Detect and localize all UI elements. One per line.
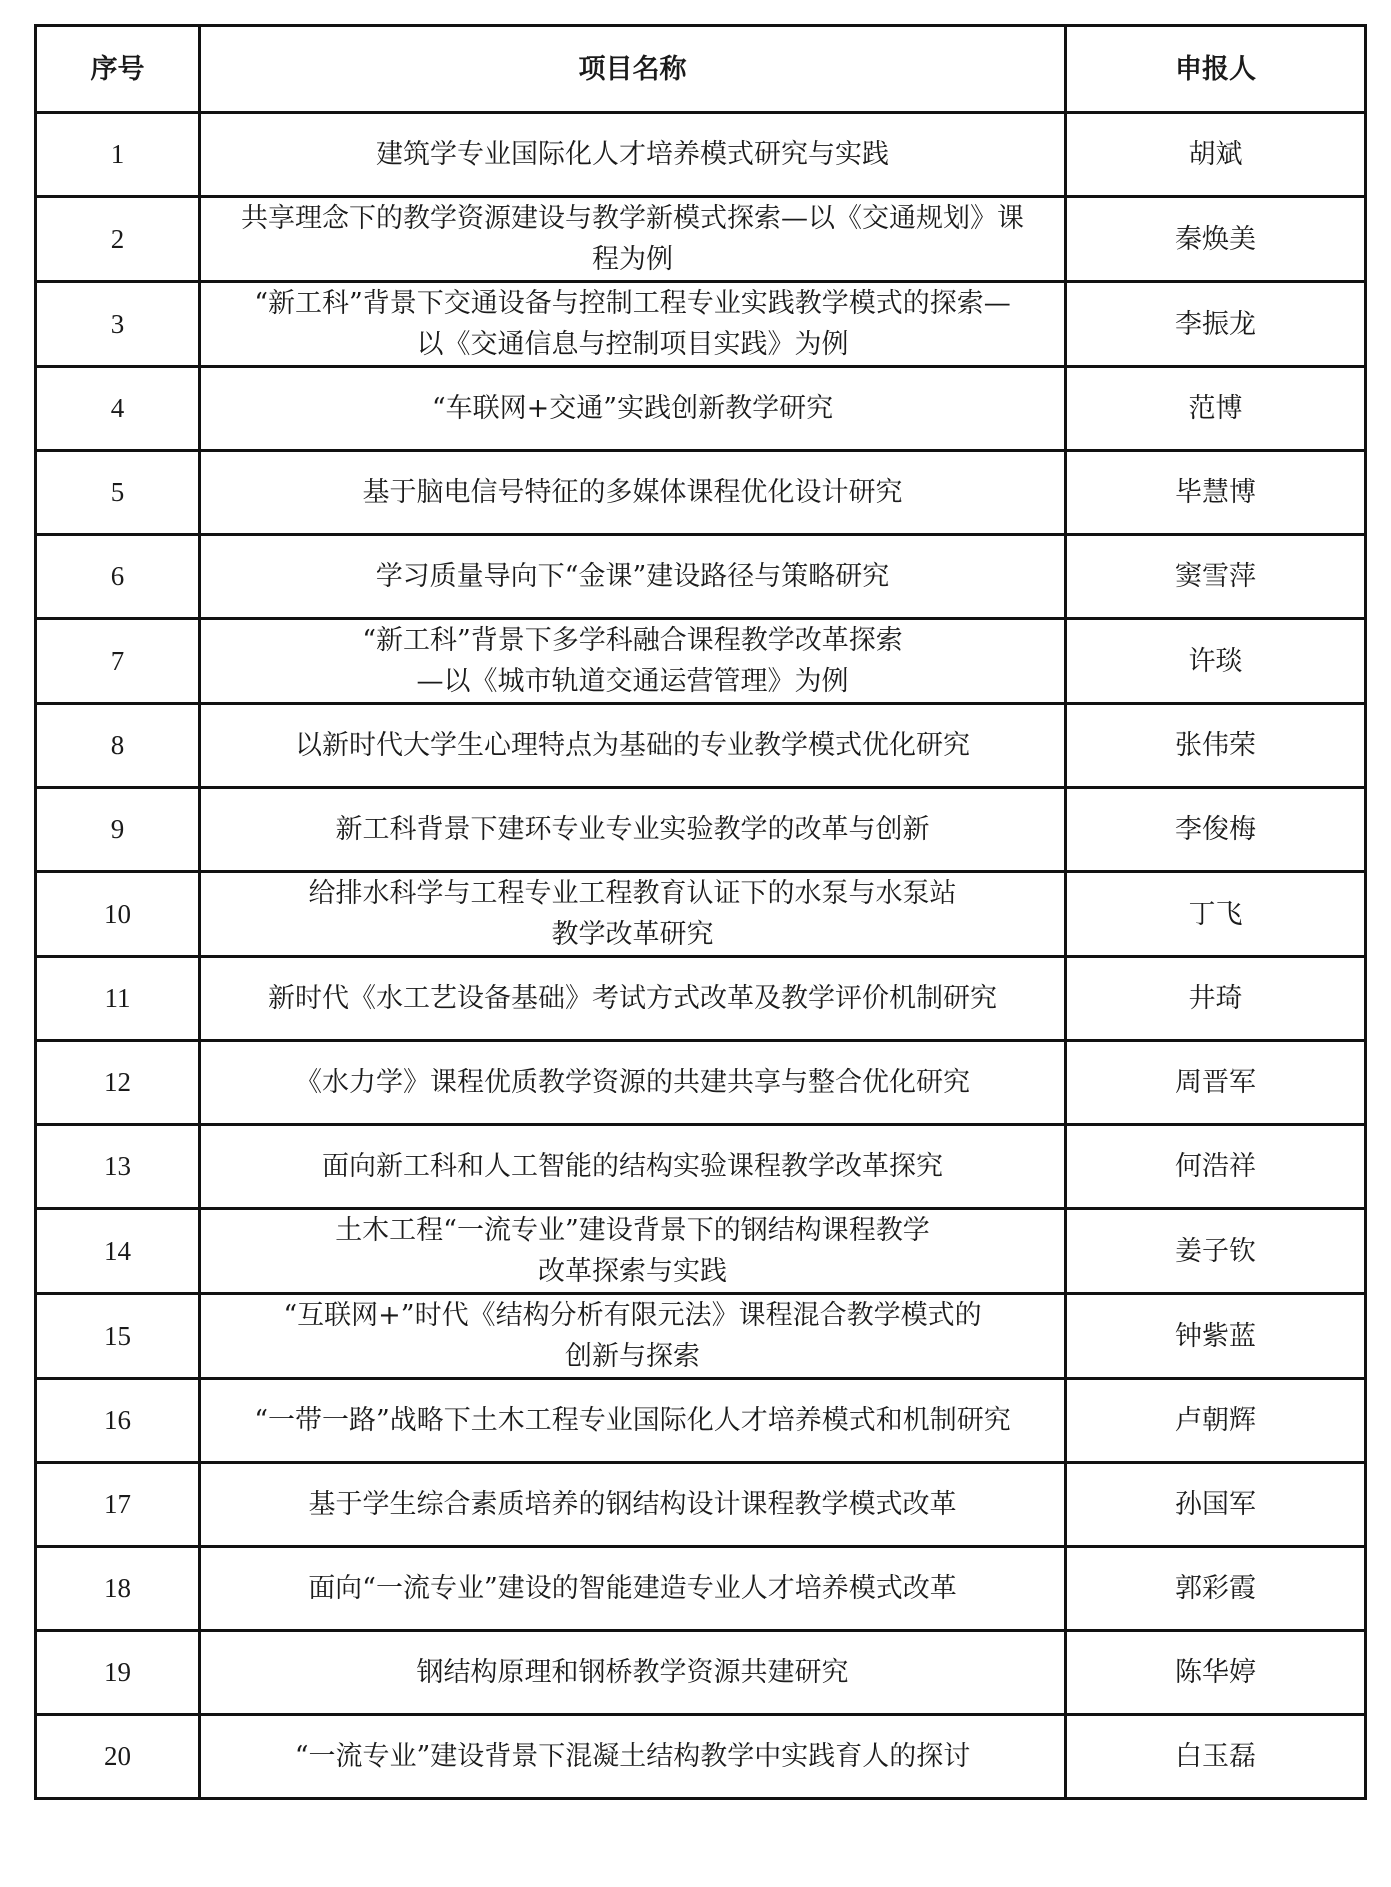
applicant-cell: 何浩祥 bbox=[1066, 1125, 1366, 1209]
applicant-cell: 卢朝辉 bbox=[1066, 1379, 1366, 1463]
project-name-cell bbox=[200, 1294, 1066, 1379]
project-name-cell bbox=[200, 1547, 1066, 1631]
project-name-line: 以《交通信息与控制项目实践》为例 bbox=[416, 329, 849, 360]
applicant-cell: 胡斌 bbox=[1066, 113, 1366, 197]
row-index-cell: 1 bbox=[36, 113, 200, 197]
project-name-line: 《水力学》课程优质教学资源的共建共享与整合优化研究 bbox=[295, 1067, 970, 1098]
applicant-cell: 张伟荣 bbox=[1066, 704, 1366, 788]
table-header-row bbox=[36, 26, 1366, 113]
applicant-cell: 白玉磊 bbox=[1066, 1715, 1366, 1799]
table-row bbox=[36, 113, 1366, 197]
project-name-line: 建筑学专业国际化人才培养模式研究与实践 bbox=[376, 139, 889, 170]
row-index-cell: 16 bbox=[36, 1379, 200, 1463]
header-applicant: 申报人 bbox=[1066, 26, 1366, 113]
applicant-cell: 郭彩霞 bbox=[1066, 1547, 1366, 1631]
row-index-cell: 20 bbox=[36, 1715, 200, 1799]
table-row bbox=[36, 1041, 1366, 1125]
applicant-cell: 孙国军 bbox=[1066, 1463, 1366, 1547]
applicant-cell: 许琰 bbox=[1066, 619, 1366, 704]
table-body bbox=[36, 113, 1366, 1799]
row-index-cell: 11 bbox=[36, 957, 200, 1041]
project-name-line: “一流专业”建设背景下混凝土结构教学中实践育人的探讨 bbox=[294, 1741, 971, 1772]
project-name-cell bbox=[200, 1209, 1066, 1294]
project-name-line: “车联网+交通”实践创新教学研究 bbox=[431, 393, 834, 424]
project-table bbox=[34, 24, 1367, 1800]
project-name-line: 新工科背景下建环专业专业实验教学的改革与创新 bbox=[335, 814, 930, 845]
project-name-line: “新工科”背景下交通设备与控制工程专业实践教学模式的探索— bbox=[254, 288, 1011, 319]
row-index-cell: 17 bbox=[36, 1463, 200, 1547]
table-row bbox=[36, 1209, 1366, 1294]
row-index-cell: 2 bbox=[36, 197, 200, 282]
table-row bbox=[36, 282, 1366, 367]
row-index-cell: 19 bbox=[36, 1631, 200, 1715]
project-name-cell bbox=[200, 619, 1066, 704]
project-table-container bbox=[34, 24, 1364, 1800]
project-name-cell bbox=[200, 113, 1066, 197]
table-row bbox=[36, 704, 1366, 788]
applicant-cell: 陈华婷 bbox=[1066, 1631, 1366, 1715]
project-name-line: 以新时代大学生心理特点为基础的专业教学模式优化研究 bbox=[295, 730, 970, 761]
table-row bbox=[36, 1125, 1366, 1209]
project-name-line: 基于学生综合素质培养的钢结构设计课程教学模式改革 bbox=[308, 1489, 957, 1520]
applicant-cell: 李俊梅 bbox=[1066, 788, 1366, 872]
table-row bbox=[36, 1715, 1366, 1799]
project-name-cell bbox=[200, 704, 1066, 788]
table-row bbox=[36, 1379, 1366, 1463]
header-index: 序号 bbox=[36, 26, 200, 113]
project-name-line: —以《城市轨道交通运营管理》为例 bbox=[416, 666, 849, 697]
applicant-cell: 丁飞 bbox=[1066, 872, 1366, 957]
applicant-cell: 姜子钦 bbox=[1066, 1209, 1366, 1294]
table-row bbox=[36, 788, 1366, 872]
table-row bbox=[36, 1631, 1366, 1715]
project-name-cell bbox=[200, 1715, 1066, 1799]
project-name-cell bbox=[200, 788, 1066, 872]
row-index-cell: 13 bbox=[36, 1125, 200, 1209]
row-index-cell: 5 bbox=[36, 451, 200, 535]
row-index-cell: 7 bbox=[36, 619, 200, 704]
project-name-cell bbox=[200, 1125, 1066, 1209]
row-index-cell: 10 bbox=[36, 872, 200, 957]
applicant-cell: 钟紫蓝 bbox=[1066, 1294, 1366, 1379]
project-name-cell bbox=[200, 1379, 1066, 1463]
row-index-cell: 18 bbox=[36, 1547, 200, 1631]
row-index-cell: 4 bbox=[36, 367, 200, 451]
row-index-cell: 12 bbox=[36, 1041, 200, 1125]
project-name-line: 共享理念下的教学资源建设与教学新模式探索—以《交通规划》课 bbox=[241, 203, 1024, 234]
project-name-line: 钢结构原理和钢桥教学资源共建研究 bbox=[416, 1657, 849, 1688]
project-name-line: 创新与探索 bbox=[565, 1341, 700, 1372]
project-name-line: 土木工程“一流专业”建设背景下的钢结构课程教学 bbox=[335, 1215, 930, 1246]
applicant-cell: 范博 bbox=[1066, 367, 1366, 451]
table-row bbox=[36, 1547, 1366, 1631]
applicant-cell: 井琦 bbox=[1066, 957, 1366, 1041]
project-name-cell bbox=[200, 872, 1066, 957]
row-index-cell: 14 bbox=[36, 1209, 200, 1294]
project-name-cell bbox=[200, 535, 1066, 619]
project-name-cell bbox=[200, 451, 1066, 535]
table-row bbox=[36, 1463, 1366, 1547]
project-name-cell bbox=[200, 1463, 1066, 1547]
project-name-cell bbox=[200, 1631, 1066, 1715]
applicant-cell: 周晋军 bbox=[1066, 1041, 1366, 1125]
project-name-line: 教学改革研究 bbox=[551, 919, 714, 950]
applicant-cell: 毕慧博 bbox=[1066, 451, 1366, 535]
project-name-line: 给排水科学与工程专业工程教育认证下的水泵与水泵站 bbox=[308, 878, 957, 909]
applicant-cell: 窦雪萍 bbox=[1066, 535, 1366, 619]
project-name-line: 面向新工科和人工智能的结构实验课程教学改革探究 bbox=[322, 1151, 943, 1182]
row-index-cell: 15 bbox=[36, 1294, 200, 1379]
project-name-cell bbox=[200, 1041, 1066, 1125]
project-name-line: 改革探索与实践 bbox=[538, 1256, 727, 1287]
table-row bbox=[36, 197, 1366, 282]
project-name-line: 面向“一流专业”建设的智能建造专业人才培养模式改革 bbox=[308, 1573, 957, 1604]
applicant-cell: 李振龙 bbox=[1066, 282, 1366, 367]
table-row bbox=[36, 451, 1366, 535]
project-name-cell bbox=[200, 367, 1066, 451]
row-index-cell: 6 bbox=[36, 535, 200, 619]
project-name-cell bbox=[200, 282, 1066, 367]
row-index-cell: 8 bbox=[36, 704, 200, 788]
project-name-line: 程为例 bbox=[592, 244, 673, 275]
project-name-line: 基于脑电信号特征的多媒体课程优化设计研究 bbox=[362, 477, 903, 508]
table-row bbox=[36, 367, 1366, 451]
row-index-cell: 3 bbox=[36, 282, 200, 367]
table-row bbox=[36, 1294, 1366, 1379]
project-name-cell bbox=[200, 197, 1066, 282]
project-name-line: 新时代《水工艺设备基础》考试方式改革及教学评价机制研究 bbox=[268, 983, 997, 1014]
project-name-line: “互联网+”时代《结构分析有限元法》课程混合教学模式的 bbox=[283, 1300, 982, 1331]
row-index-cell: 9 bbox=[36, 788, 200, 872]
table-row bbox=[36, 535, 1366, 619]
project-name-line: “一带一路”战略下土木工程专业国际化人才培养模式和机制研究 bbox=[254, 1405, 1011, 1436]
table-row bbox=[36, 872, 1366, 957]
table-row bbox=[36, 957, 1366, 1041]
project-name-line: 学习质量导向下“金课”建设路径与策略研究 bbox=[375, 561, 890, 592]
project-name-cell bbox=[200, 957, 1066, 1041]
table-row bbox=[36, 619, 1366, 704]
header-project-name: 项目名称 bbox=[200, 26, 1066, 113]
project-name-line: “新工科”背景下多学科融合课程教学改革探索 bbox=[362, 625, 903, 656]
applicant-cell: 秦焕美 bbox=[1066, 197, 1366, 282]
